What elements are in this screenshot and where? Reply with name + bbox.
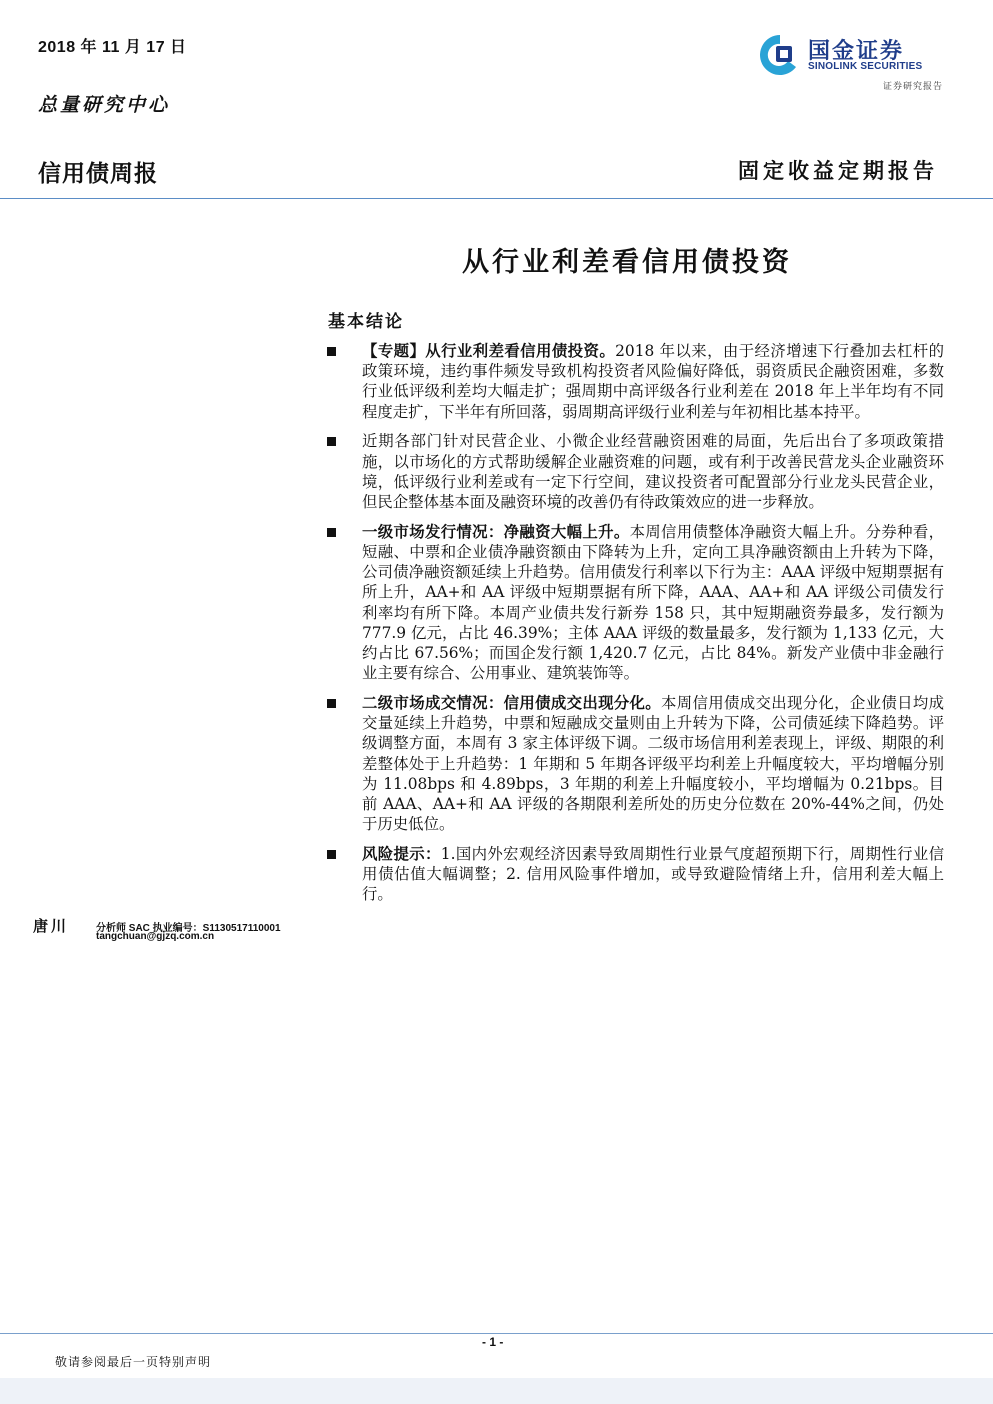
bullet-lead: 风险提示： [362, 845, 441, 864]
report-title: 从行业利差看信用债投资 [462, 247, 792, 278]
analyst-email[interactable]: tangchuan@gjzq.com.cn [96, 931, 215, 942]
footer-disclaimer: 敬请参阅最后一页特别声明 [55, 1355, 212, 1369]
logo-subtitle: 证券研究报告 [882, 82, 943, 92]
conclusion-item [326, 693, 944, 834]
bullet-text: 1.国内外宏观经济因素导致周期性行业景气度超预期下行，周期性行业信用债估值大幅调整；2. 信用风险事件增加，或导致避险情绪上升，信用利差大幅上行。 [362, 845, 944, 904]
bullet-lead: 【专题】从行业利差看信用债投资。 [362, 342, 616, 360]
conclusion-list [326, 341, 944, 914]
bullet-lead: 一级市场发行情况：净融资大幅上升。 [362, 522, 630, 541]
logo-name-en: SINOLINK SECURITIES [808, 61, 923, 72]
conclusion-item [326, 431, 944, 512]
conclusion-item [326, 522, 944, 684]
bullet-text: 近期各部门针对民营企业、小微企业经营融资困难的局面，先后出台了多项政策措施，以市场化的方式帮助缓解企业融资难的问题，或有利于改善民营龙头企业融资环境，低评级行业利差或有一定下行空间，建议投资者可配置部分行业龙头民营企业，但民企整体基本面及融资环境的改善仍有待政策效应的进一步释放。 [362, 432, 944, 512]
report-date: 2018 年 11 月 17 日 [38, 39, 187, 56]
footer-band [0, 1378, 993, 1404]
footer-divider [0, 1333, 993, 1334]
bullet-text: 2018 年以来，由于经济增速下行叠加去杠杆的政策环境，违约事件频发导致机构投资者风险偏好降低，弱资质民企融资困难，多数行业低评级利差均大幅走扩；强周期中高评级各行业利差在 2018 年上半年均有不同程度走扩，下半年有所回落，弱周期高评级行业利差与年初相比基本持平。 [362, 342, 944, 421]
report-series: 信用债周报 [38, 160, 158, 186]
analyst-name: 唐川 [33, 917, 70, 935]
bullet-text: 本周信用债整体净融资大幅上升。分券种看，短融、中票和企业债净融资额由下降转为上升，定向工具净融资额由上升转为下降，公司债净融资额延续上升趋势。信用债发行利率以下行为主：AAA 评级中短期票据有所上升，AA+和 AA 评级中短期票据有所下降，AAA、AA+和 AA 评级公司债发行利率均有所下降。本周产业债共发行新券 158 只，其中短期融资券最多，发行额为 777.9 亿元，占比 46.39%；主体 AAA 评级的数量最多，发行额为 1,133 亿元，大约占比 67.56%；而国企发行额 1,420.7 亿元，占比 84%。新发产业债中非金融行业主要有综合、公用事业、建筑装饰等。 [362, 522, 944, 683]
report-type: 固定收益定期报告 [738, 158, 938, 183]
header-divider [0, 198, 993, 199]
logo-name-cn: 国金证券 [808, 39, 905, 64]
department-name: 总量研究中心 [38, 94, 171, 116]
page-number: - 1 - [482, 1335, 504, 1349]
conclusion-item [326, 341, 944, 422]
bullet-text: 本周信用债成交出现分化，企业债日均成交量延续上升趋势，中票和短融成交量则由上升转为下降，公司债延续下降趋势。评级调整方面，本周有 3 家主体评级下调。二级市场信用利差表现上，评级、期限的利差整体处于上升趋势：1 年期和 5 年期各评级平均利差上升幅度较大，平均增幅分别为 11.08bps 和 4.89bps，3 年期的利差上升幅度较小，平均增幅为 0.21bps。目前 AAA、AA+和 AA 评级的各期限利差所处的历史分位数在 20%-44%之间，仍处于历史低位。 [362, 694, 944, 834]
section-heading: 基本结论 [328, 312, 404, 332]
analyst-cert: 分析师 SAC 执业编号：S1130517110001 [96, 923, 281, 934]
conclusion-item [326, 844, 944, 905]
bullet-lead: 二级市场成交情况：信用债成交出现分化。 [362, 694, 662, 713]
